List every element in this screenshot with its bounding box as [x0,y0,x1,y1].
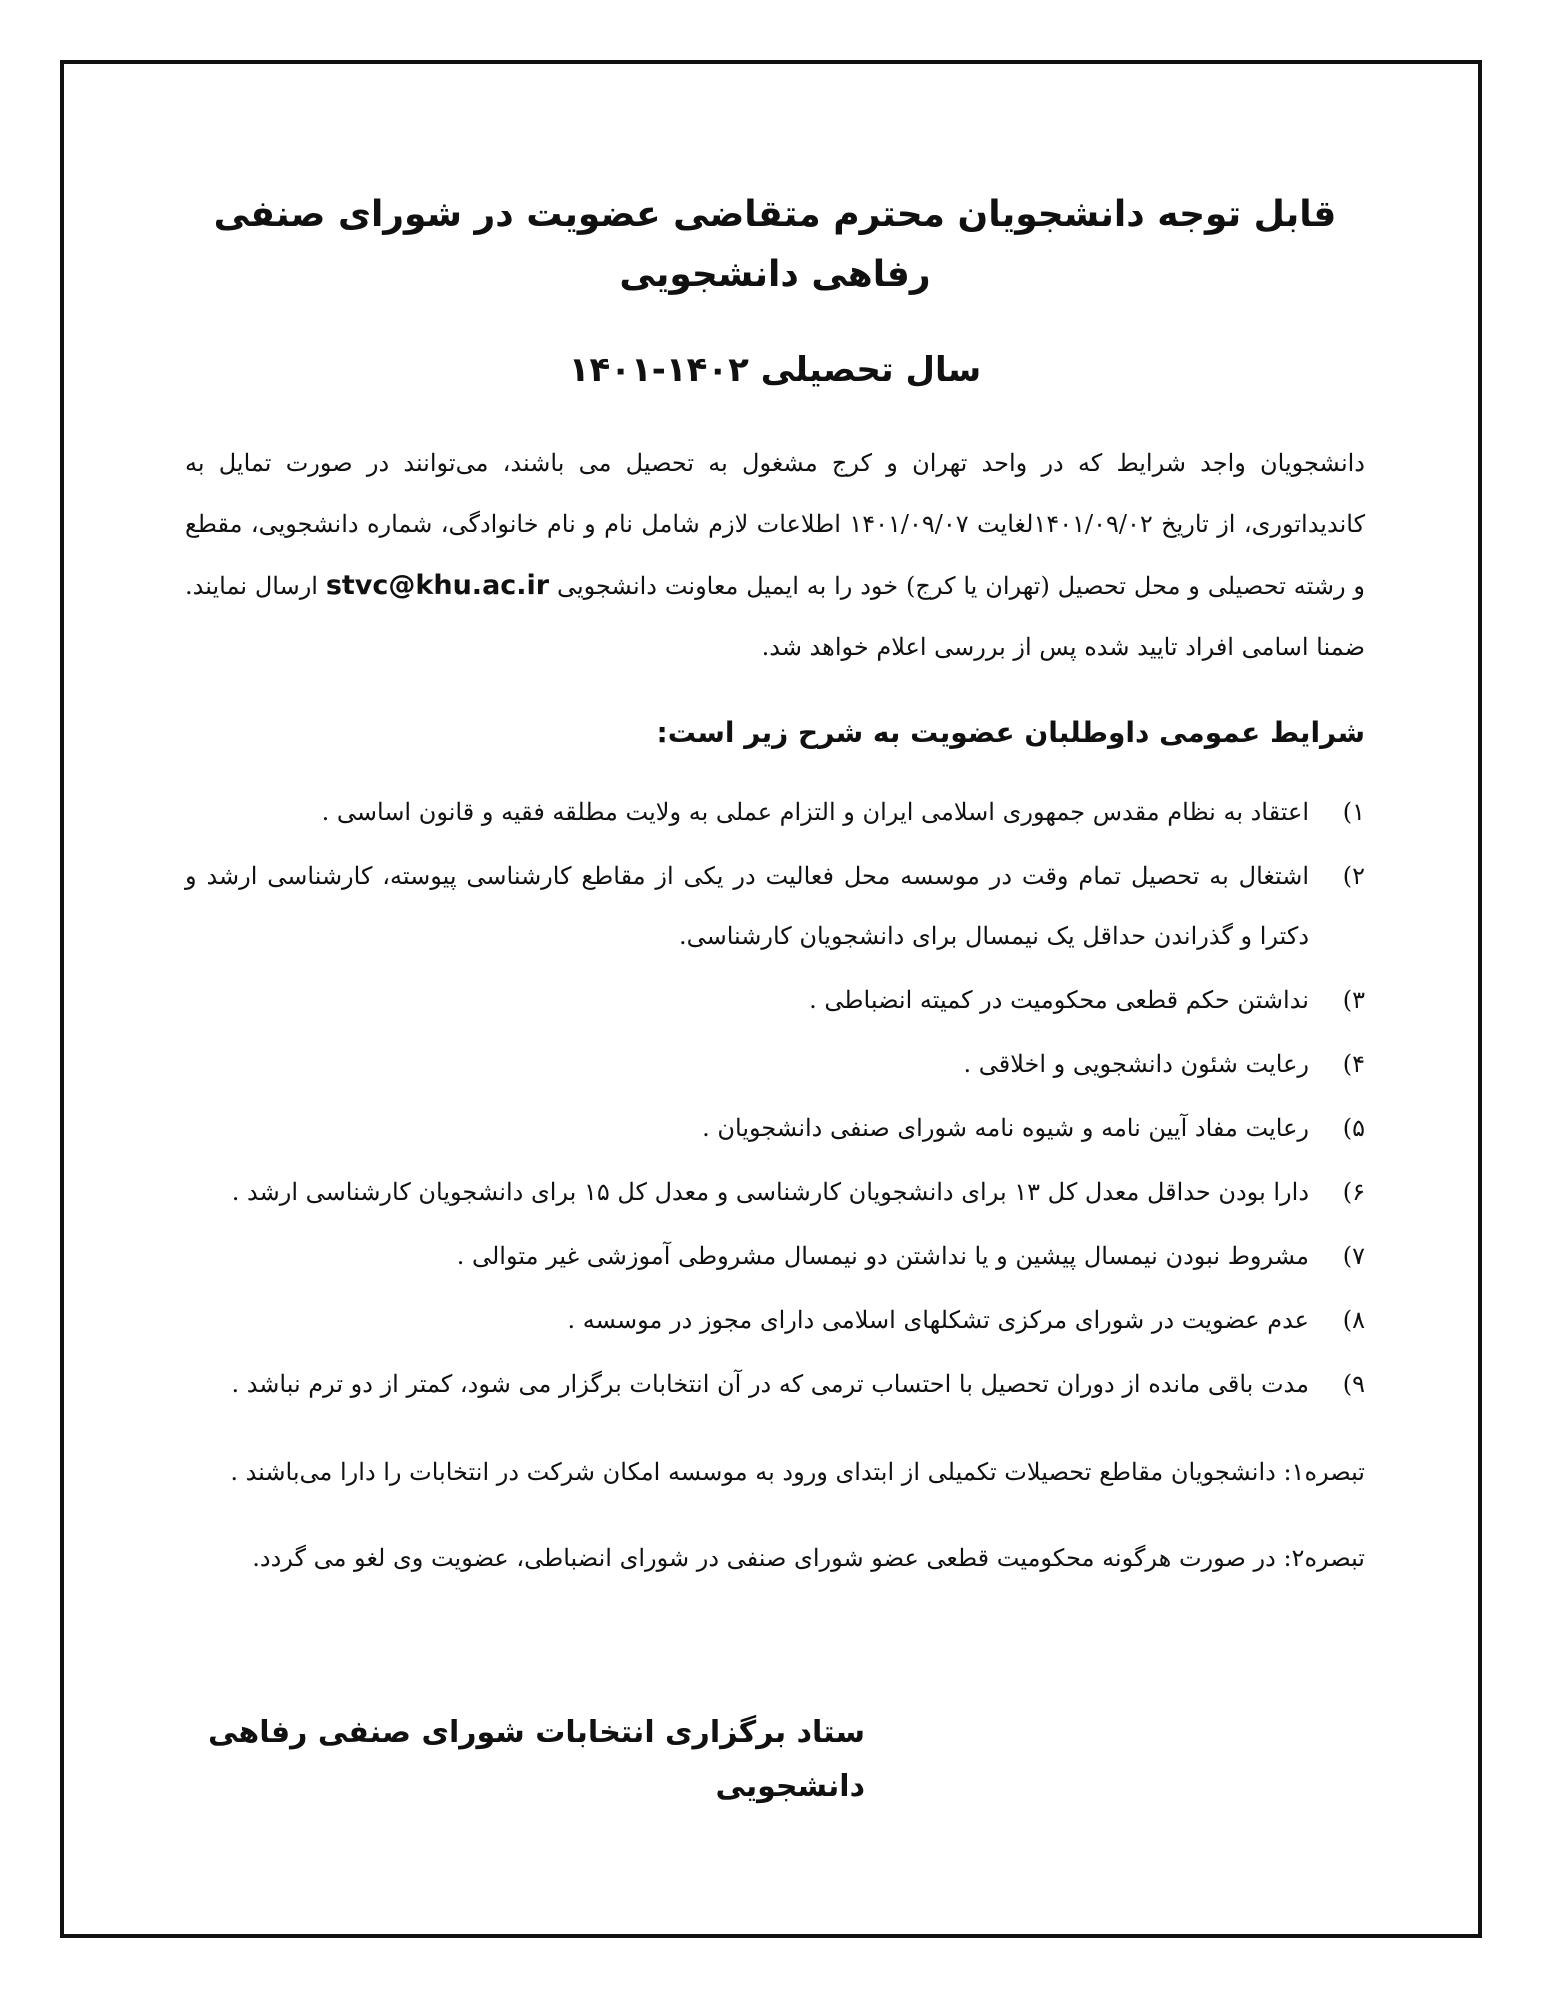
condition-item [185,782,1365,842]
condition-item [185,1354,1365,1414]
condition-text: عدم عضویت در شورای مرکزی تشکلهای اسلامی دارای مجوز در موسسه . [567,1306,1309,1334]
condition-text: دارا بودن حداقل معدل کل ۱۳ برای دانشجویان کارشناسی و معدل کل ۱۵ برای دانشجویان کارشناسی ارشد . [231,1178,1309,1206]
academic-year-subtitle: سال تحصیلی ۱۴۰۲-۱۴۰۱ [568,350,982,390]
note-1: تبصره۱: دانشجویان مقاطع تحصیلات تکمیلی از ابتدای ورود به موسسه امکان شرکت در انتخابات را دارا می‌باشند . [230,1458,1365,1486]
condition-item [185,1162,1365,1222]
condition-number: ۸) [1342,1306,1365,1334]
condition-number: ۱) [1342,798,1365,826]
conditions-list [185,782,1365,1414]
condition-item [185,1034,1365,1094]
condition-item [185,970,1365,1030]
condition-number: ۵) [1342,1114,1365,1142]
condition-item [185,1226,1365,1286]
condition-item [185,1098,1365,1158]
intro-text-part1: دانشجویان واجد شرایط که در واحد تهران و کرج مشغول به تحصیل می باشند، می‌توانند در صورت تمایل به کاندیداتوری، از تاریخ ۱۴۰۱/۰۹/۰۲لغایت ۱۴۰۱/۰۹/۰۷ اطلاعات لازم شامل نام و نام خانوادگی، شماره دانشجویی، مقطع و رشته تحصیلی و محل تحصیل (تهران یا کرج) خود را به ایمیل معاونت دانشجویی [185,449,1366,600]
condition-item [185,846,1365,966]
signature-block [185,1706,865,1814]
condition-number: ۴) [1342,1050,1365,1078]
document-body [185,185,1365,1814]
condition-text: نداشتن حکم قطعی محکومیت در کمیته انضباطی . [809,986,1309,1014]
signature-text: ستاد برگزاری انتخابات شورای صنفی رفاهی دانشجویی [208,1715,865,1804]
intro-text-part2: ارسال نمایند. ضمنا اسامی افراد تایید شده پس از بررسی اعلام خواهد شد. [185,572,1365,661]
condition-number: ۲) [1342,862,1365,890]
condition-number: ۷) [1342,1242,1365,1270]
condition-text: رعایت مفاد آیین نامه و شیوه نامه شورای صنفی دانشجویان . [702,1114,1309,1142]
conditions-heading: شرایط عمومی داوطلبان عضویت به شرح زیر است: [656,716,1365,749]
document-title: قابل توجه دانشجویان محترم متقاضی عضویت در شورای صنفی رفاهی دانشجویی [213,194,1337,295]
condition-text: رعایت شئون دانشجویی و اخلاقی . [963,1050,1309,1078]
condition-number: ۳) [1342,986,1365,1014]
intro-paragraph [185,433,1365,678]
condition-item [185,1290,1365,1350]
condition-text: اشتغال به تحصیل تمام وقت در موسسه محل فعالیت در یکی از مقاطع کارشناسی پیوسته، کارشناسی ارشد و دکترا و گذراندن حداقل یک نیمسال برای دانشجویان کارشناسی. [185,862,1309,950]
condition-text: مدت باقی مانده از دوران تحصیل با احتساب ترمی که در آن انتخابات برگزار می شود، کمتر از دو ترم نباشد . [231,1370,1309,1398]
condition-number: ۹) [1342,1370,1365,1398]
condition-text: مشروط نبودن نیمسال پیشین و یا نداشتن دو نیمسال مشروطی آموزشی غیر متوالی . [456,1242,1309,1270]
note-2: تبصره۲: در صورت هرگونه محکومیت قطعی عضو شورای صنفی در شورای انضباطی، عضویت وی لغو می گردد. [252,1544,1365,1572]
condition-number: ۶) [1342,1178,1365,1206]
condition-text: اعتقاد به نظام مقدس جمهوری اسلامی ایران و التزام عملی به ولایت مطلقه فقیه و قانون اساسی . [321,798,1309,826]
email-address: stvc@khu.ac.ir [325,570,550,601]
